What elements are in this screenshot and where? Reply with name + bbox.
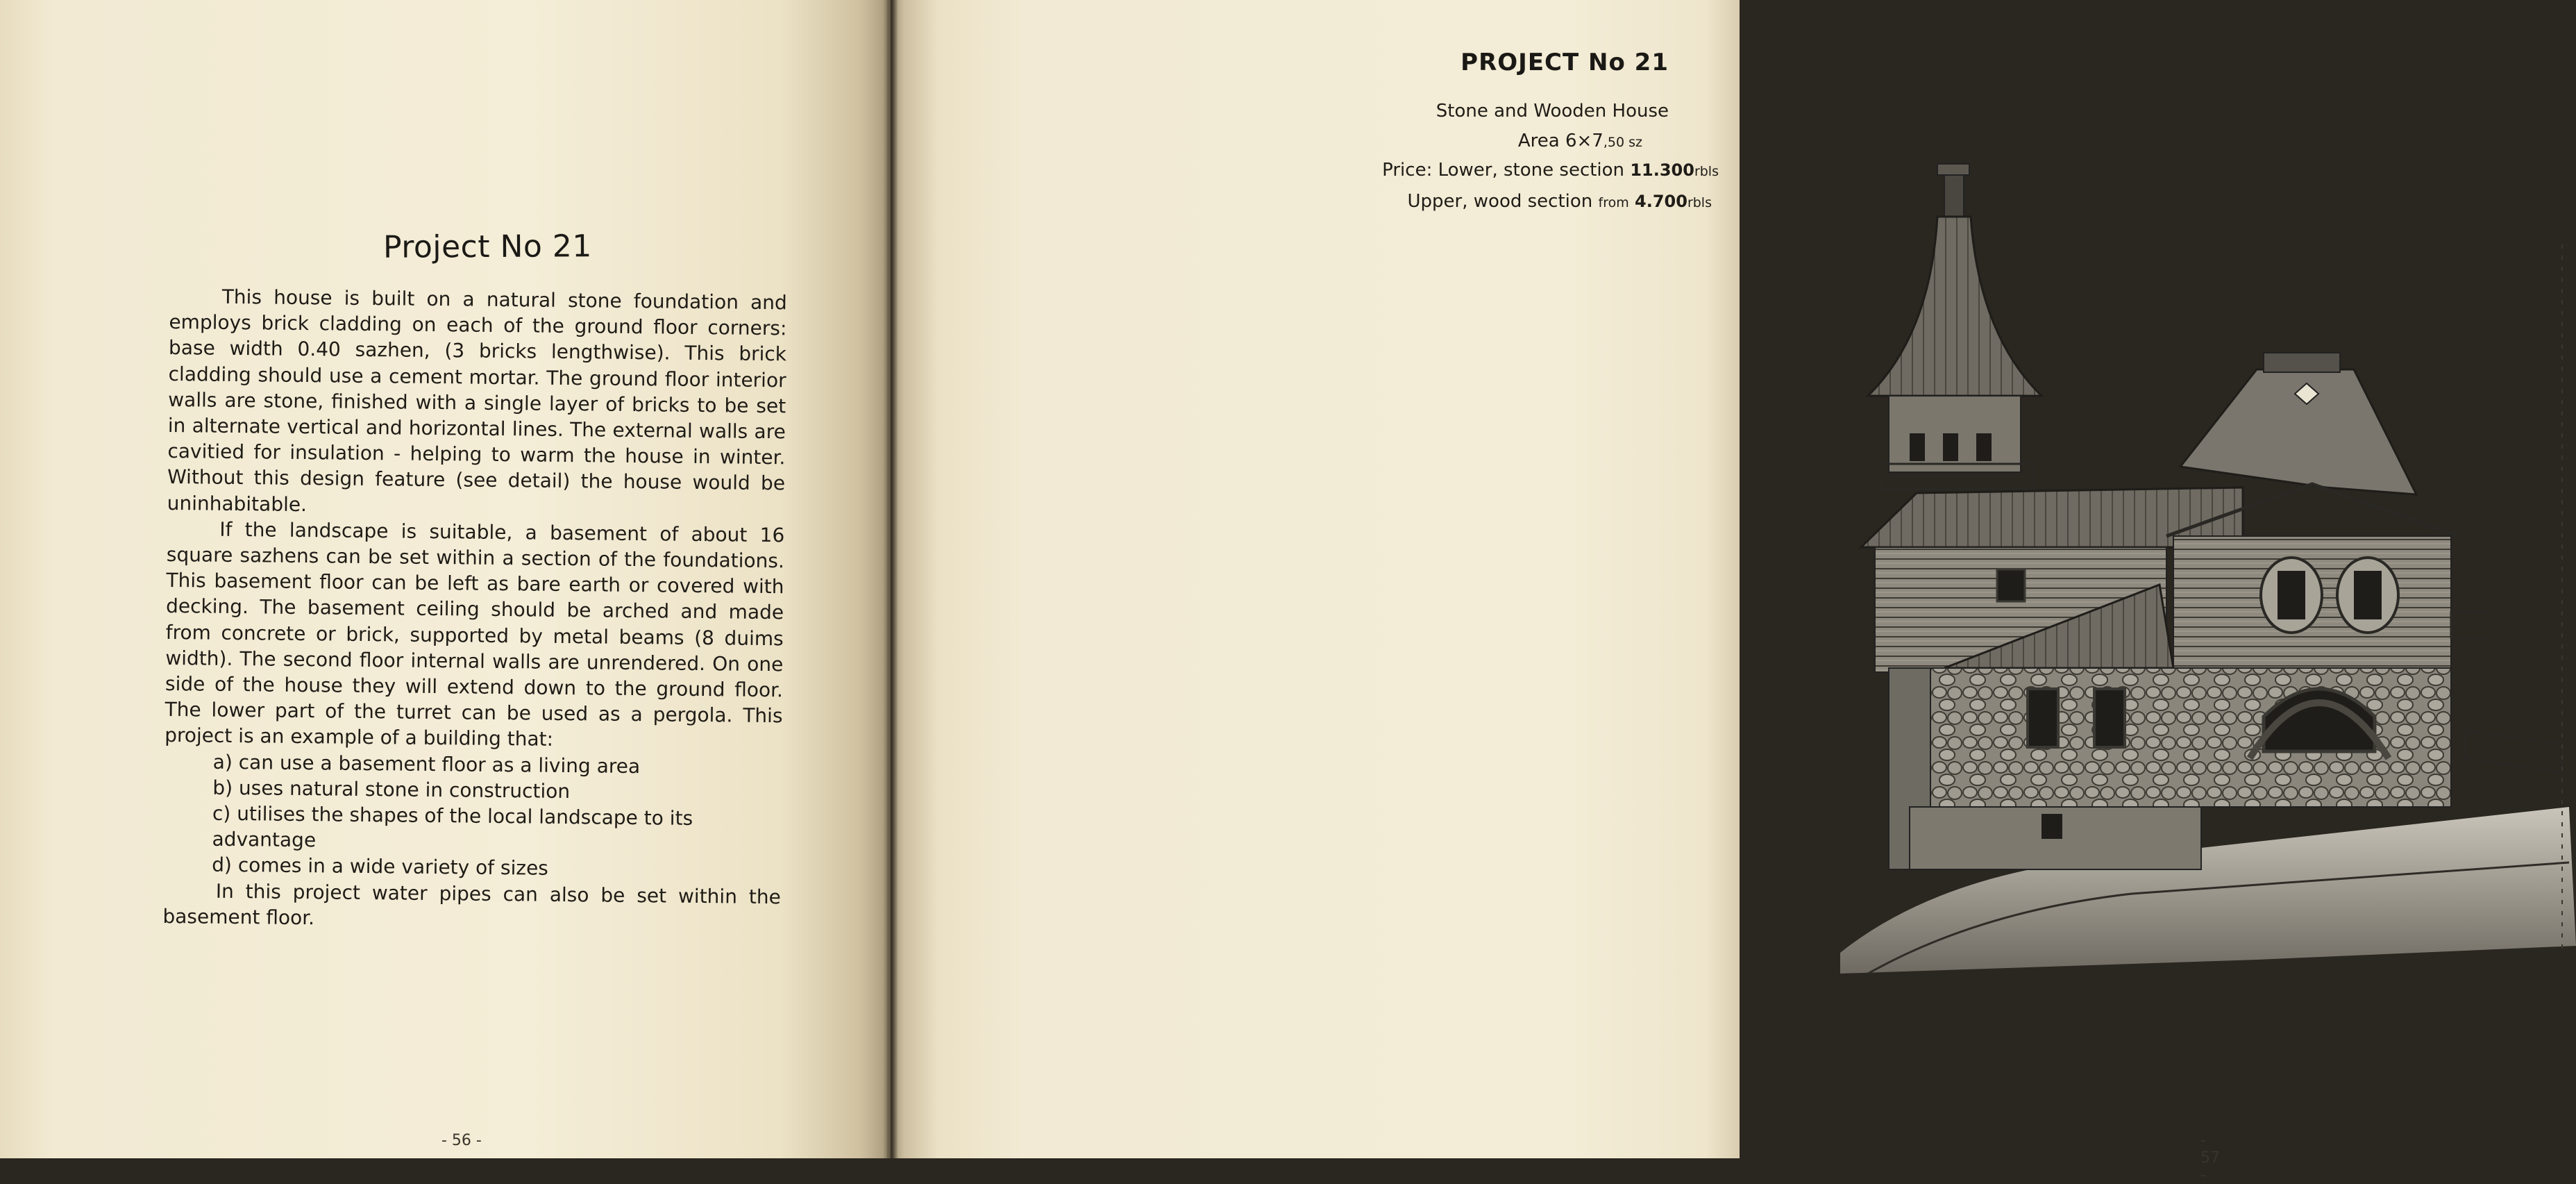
left-page — [0, 0, 887, 1158]
spire-crest — [1937, 164, 1969, 175]
list-item: b) uses natural stone in construction — [212, 776, 571, 803]
price-upper-from: from — [1598, 195, 1629, 210]
area-value: 6×7 — [1565, 131, 1603, 151]
page-number: - 57 - — [2200, 1132, 2220, 1184]
paragraph: This house is built on a natural stone foundation and employs brick cladding on each of the ground floor corners: base width 0.40 sazhen, (3 bricks lengthwise). This brick cladding should use a cement mortar. The ground floor interior walls are stone, finished with a single layer of bricks to be set in alternate vertical and horizontal lines. The external walls are cavitied for insulation - helping to warm the house in winter. Without this design feature (see detail) the house would be uninhabitable. — [167, 285, 787, 516]
list-item: c) utilises the shapes of the local landscape to its advantage — [212, 801, 693, 852]
area-line — [1518, 131, 1642, 151]
house-type: Stone and Wooden House — [1436, 101, 1669, 122]
price-unit: rbls — [1687, 195, 1712, 210]
house-illustration — [1840, 161, 2576, 974]
price-label: Price: — [1382, 160, 1433, 181]
price-lower-value: 11.300 — [1630, 160, 1694, 180]
area-label: Area — [1517, 131, 1560, 151]
price-lower-line — [1382, 160, 1719, 181]
right-page — [887, 0, 2220, 1184]
spire-roof — [1868, 217, 2042, 396]
page-title: Project No 21 — [382, 228, 592, 265]
feature-list — [163, 749, 782, 884]
price-unit: rbls — [1694, 164, 1719, 179]
paragraph: In this project water pipes can also be set within the basement floor. — [162, 879, 781, 930]
roof-crest — [2264, 353, 2340, 372]
list-item: d) comes in a wide variety of sizes — [212, 853, 549, 881]
price-upper-value: 4.700 — [1635, 192, 1687, 211]
project-description — [162, 283, 787, 935]
area-unit: ,50 sz — [1603, 135, 1642, 150]
project-heading: PROJECT No 21 — [1460, 49, 1669, 76]
list-item: a) can use a basement floor as a living area — [212, 750, 641, 778]
price-lower-text: Lower, stone section — [1438, 160, 1625, 181]
price-upper-text: Upper, wood section — [1407, 191, 1593, 212]
entrance-railing — [2465, 731, 2562, 772]
side-balcony — [2451, 612, 2493, 637]
gable-roof — [2180, 369, 2416, 494]
paragraph: If the landscape is suitable, a basement of about 16 square sazhens can be set within a section of the foundations. This basement floor can be left as bare earth or covered with decking. The basement ceiling should be arched and made from concrete or brick, supported by metal beams (8 duims width). The second floor internal walls are unrendered. On one side of the house they will extend down to the ground floor. The lower part of the turret can be used as a pergola. This project is an example of a building that: — [165, 517, 785, 751]
page-number: - 56 - — [441, 1132, 482, 1149]
price-upper-line — [1408, 191, 1712, 212]
